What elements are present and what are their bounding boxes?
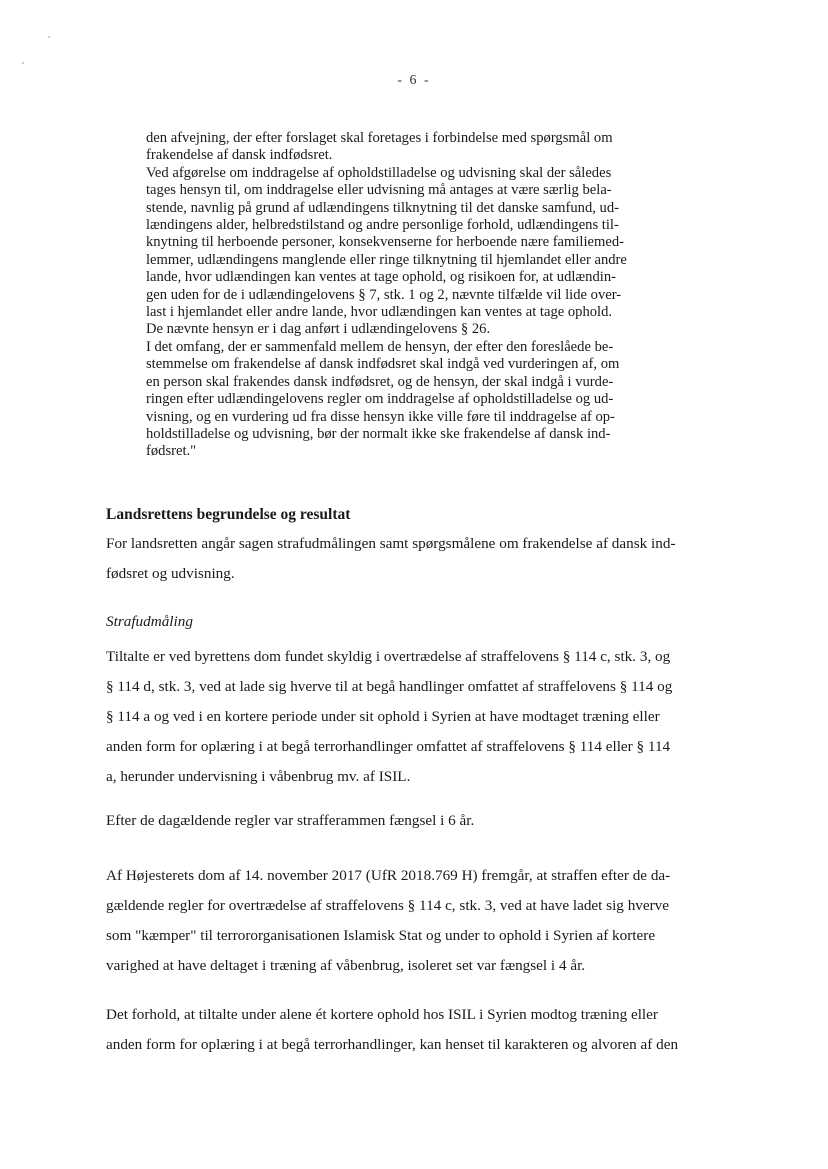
page-number: - 6 - (397, 73, 431, 88)
quote-line: gen uden for de i udlændingelovens § 7, stk. 1 og 2, nævnte tilfælde vil lide over- (146, 286, 622, 303)
quote-line: en person skal frakendes dansk indfødsret, og de hensyn, der skal indgå i vurde- (146, 373, 614, 390)
paragraph-line: gældende regler for overtrædelse af straffelovens § 114 c, stk. 3, ved at have ladet sig hverve (106, 897, 670, 914)
paragraph-line: Det forhold, at tiltalte under alene ét kortere ophold hos ISIL i Syrien modtog træning eller (106, 1006, 658, 1023)
quote-line: De nævnte hensyn er i dag anført i udlændingelovens § 26. (146, 321, 491, 338)
paragraph-line: anden form for oplæring i at begå terrorhandlinger omfattet af straffelovens § 114 eller § 114 (106, 738, 671, 755)
intro-paragraph (106, 529, 716, 589)
paragraph-line: Tiltalte er ved byrettens dom fundet skyldig i overtrædelse af straffelovens § 114 c, stk. 3, og (106, 648, 671, 665)
quote-line: tages hensyn til, om inddragelse eller udvisning må antages at være særlig bela- (146, 182, 612, 199)
quote-line: stende, navnlig på grund af udlændingens tilknytning til det danske samfund, ud- (146, 199, 620, 216)
paragraph-supreme-court (106, 861, 716, 981)
quote-line: stemmelse om frakendelse af dansk indfødsret skal indgå ved vurderingen af, om (146, 356, 620, 373)
paragraph-line: fødsret og udvisning. (106, 565, 235, 582)
scan-speck (22, 62, 24, 64)
paragraph-line: a, herunder undervisning i våbenbrug mv. af ISIL. (106, 768, 411, 785)
quote-line: I det omfang, der er sammenfald mellem de hensyn, der efter den foreslåede be- (146, 338, 614, 355)
scan-speck (48, 36, 50, 38)
quoted-preparatory-remarks (146, 130, 676, 461)
quote-line: fødsret." (146, 443, 197, 460)
section-heading: Landsrettens begrundelse og resultat (106, 506, 351, 523)
paragraph-line: § 114 d, stk. 3, ved at lade sig hverve til at begå handlinger omfattet af straffelovens § 114 og (106, 678, 673, 695)
paragraph-line: For landsretten angår sagen strafudmålingen samt spørgsmålene om frakendelse af dansk ind- (106, 535, 676, 552)
paragraph-line: som "kæmper" til terrororganisationen Islamisk Stat og under to ophold i Syrien af kortere (106, 927, 656, 944)
paragraph-line: § 114 a og ved i en kortere periode under sit ophold i Syrien at have modtaget træning eller (106, 708, 660, 725)
paragraph-penalty-frame (106, 806, 716, 836)
paragraph-line: Af Højesterets dom af 14. november 2017 (UfR 2018.769 H) fremgår, at straffen efter de da- (106, 867, 671, 884)
quote-line: visning, og en vurdering ud fra disse hensyn ikke ville føre til inddragelse af op- (146, 408, 615, 425)
quote-line: ringen efter udlændingelovens regler om inddragelse af opholdstilladelse og ud- (146, 391, 614, 408)
quote-line: frakendelse af dansk indfødsret. (146, 147, 333, 164)
paragraph-line: varighed at have deltaget i træning af våbenbrug, isoleret set var fængsel i 4 år. (106, 957, 586, 974)
paragraph-line: anden form for oplæring i at begå terrorhandlinger, kan henset til karakteren og alvoren af den (106, 1036, 679, 1053)
paragraph-conviction (106, 642, 716, 792)
quote-line: last i hjemlandet eller andre lande, hvor udlændingen kan ventes at tage ophold. (146, 304, 613, 321)
paragraph-line: Efter de dagældende regler var strafferammen fængsel i 6 år. (106, 812, 475, 829)
quote-line: Ved afgørelse om inddragelse af opholdstilladelse og udvisning skal der således (146, 164, 612, 181)
quote-line: lændingens alder, helbredstilstand og andre personlige forhold, udlændingens til- (146, 217, 619, 234)
paragraph-training (106, 1000, 716, 1060)
quote-line: holdstilladelse og udvisning, bør der normalt ikke ske frakendelse af dansk ind- (146, 425, 611, 442)
subsection-heading: Strafudmåling (106, 613, 193, 630)
quote-line: lande, hvor udlændingen kan ventes at tage ophold, og risikoen for, at udlændin- (146, 269, 616, 286)
quote-line: lemmer, udlændingens manglende eller ringe tilknytning til hjemlandet eller andre (146, 251, 627, 268)
quote-line: knytning til herboende personer, konsekvenserne for herboende nære familiemed- (146, 234, 625, 251)
quote-line: den afvejning, der efter forslaget skal foretages i forbindelse med spørgsmål om (146, 130, 613, 146)
